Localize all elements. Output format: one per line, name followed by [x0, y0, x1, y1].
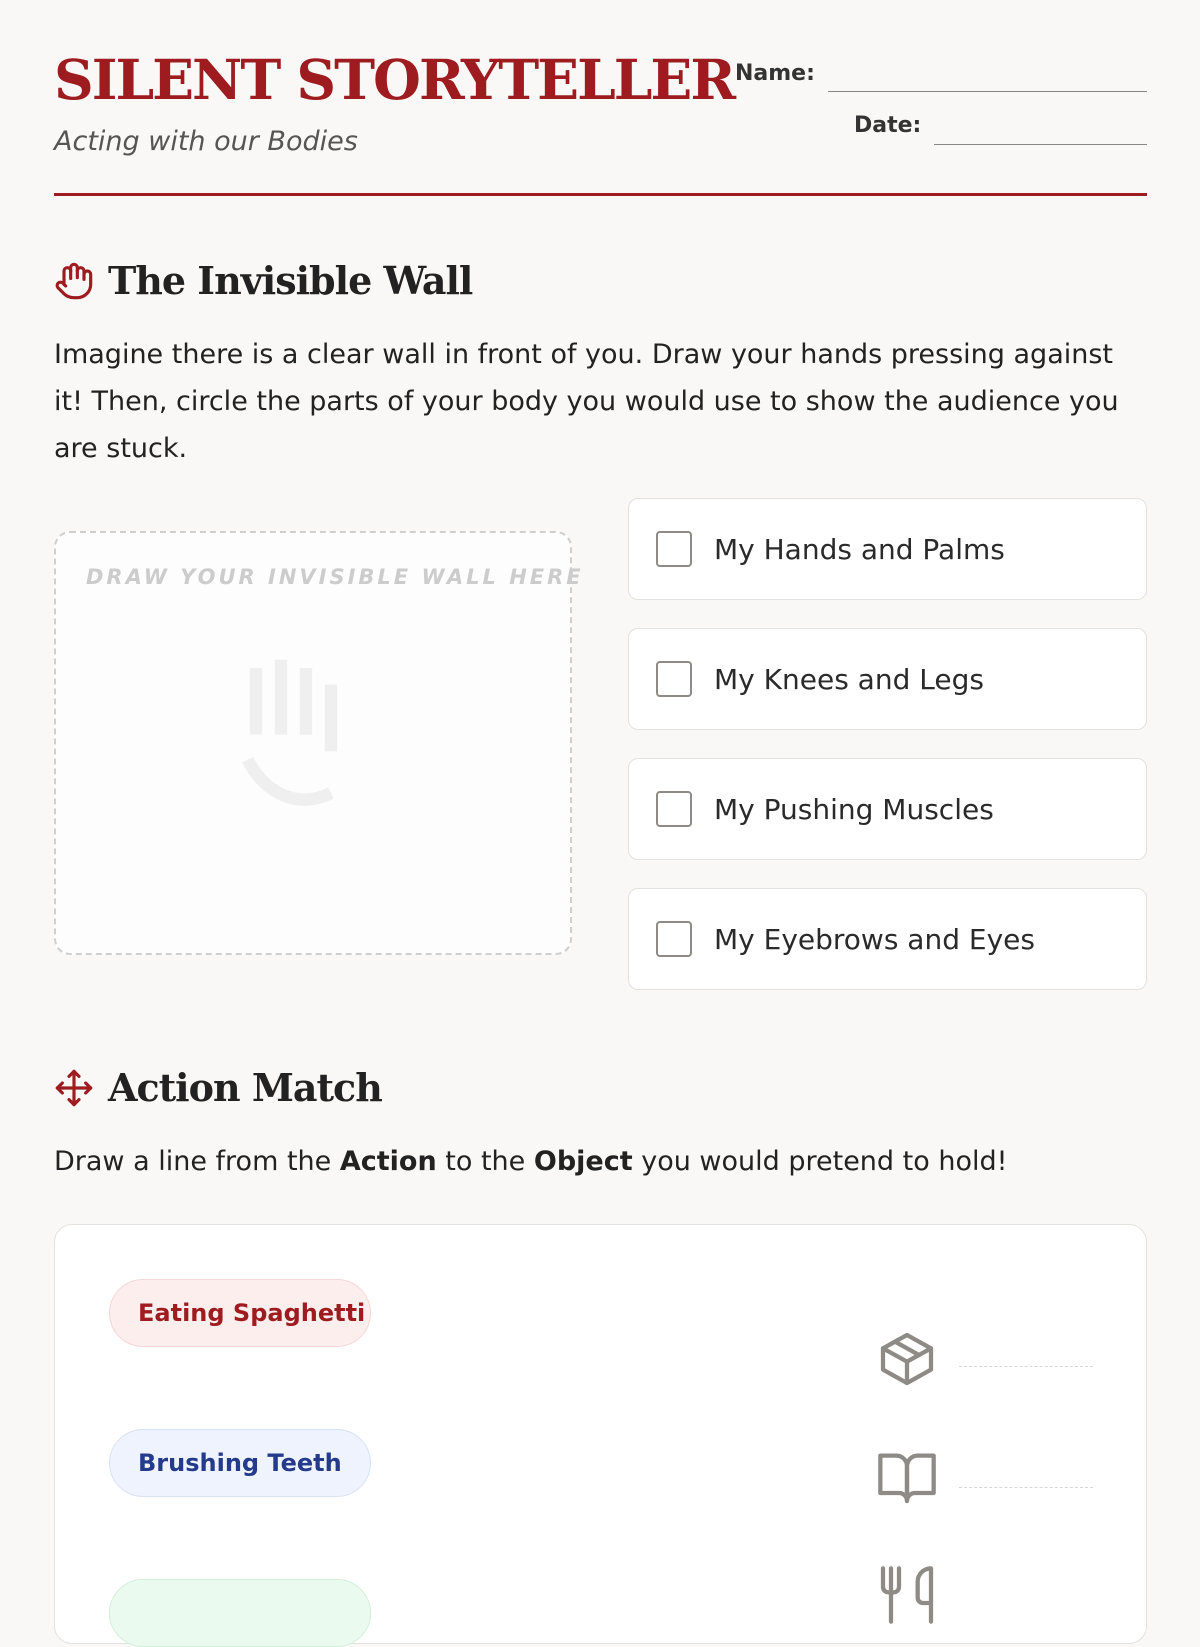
box-icon[interactable]	[875, 1327, 939, 1391]
action-match-instructions	[54, 1138, 1147, 1185]
ghost-hands-icon	[206, 643, 406, 843]
checkbox[interactable]	[656, 661, 692, 697]
date-label: Date:	[854, 113, 922, 138]
option-label: My Pushing Muscles	[714, 792, 994, 826]
section-title: Action Match	[108, 1065, 382, 1110]
instruction-text: you would pretend to hold!	[632, 1146, 1008, 1177]
hand-icon	[54, 261, 94, 301]
instruction-bold-action: Action	[339, 1146, 437, 1177]
option-hands-palms[interactable]	[628, 498, 1147, 600]
date-field[interactable]	[934, 144, 1147, 145]
drawing-area-label: DRAW YOUR INVISIBLE WALL HERE	[86, 565, 584, 589]
drawing-area[interactable]	[54, 531, 584, 955]
option-pushing-muscles[interactable]	[628, 758, 1147, 860]
checkbox[interactable]	[656, 531, 692, 567]
utensils-icon[interactable]	[875, 1563, 939, 1627]
action-pill-3[interactable]	[109, 1579, 371, 1647]
option-eyebrows-eyes[interactable]	[628, 888, 1147, 990]
option-knees-legs[interactable]	[628, 628, 1147, 730]
action-pill-brushing-teeth[interactable]: Brushing Teeth	[109, 1429, 371, 1497]
name-label: Name:	[735, 61, 815, 86]
instruction-text: Draw a line from the	[54, 1146, 340, 1177]
checkbox[interactable]	[656, 791, 692, 827]
instruction-bold-object: Object	[533, 1146, 633, 1177]
name-field[interactable]	[828, 91, 1147, 92]
object-answer-line[interactable]	[959, 1487, 1093, 1488]
checkbox[interactable]	[656, 921, 692, 957]
option-label: My Hands and Palms	[714, 532, 1005, 566]
option-label: My Eyebrows and Eyes	[714, 922, 1035, 956]
action-pill-eating-spaghetti[interactable]: Eating Spaghetti	[109, 1279, 371, 1347]
worksheet-title: SILENT STORYTELLER	[54, 47, 735, 112]
worksheet-page	[54, 0, 1147, 1600]
object-answer-line[interactable]	[959, 1366, 1093, 1367]
section-title: The Invisible Wall	[108, 258, 473, 303]
worksheet-subtitle: Acting with our Bodies	[54, 126, 358, 157]
action-match-panel	[54, 1224, 1147, 1644]
option-label: My Knees and Legs	[714, 662, 984, 696]
instruction-text: to the	[436, 1146, 534, 1177]
invisible-wall-instructions: Imagine there is a clear wall in front of you. Draw your hands pressing against it! Then, circle the parts of your body you would use to show the audience you are stuck.	[54, 339, 1119, 464]
section-invisible-wall-heading	[54, 258, 472, 303]
section-action-match-heading	[54, 1065, 382, 1110]
move-arrows-icon	[54, 1068, 94, 1108]
header-divider	[54, 193, 1147, 196]
book-icon[interactable]	[875, 1445, 939, 1509]
